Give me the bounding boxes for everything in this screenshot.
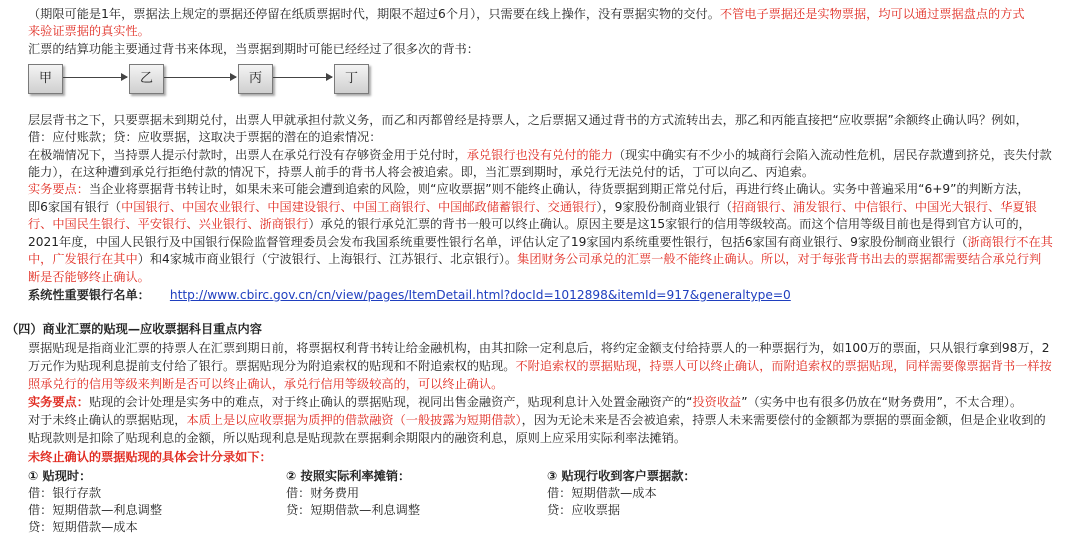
entry-title: ③ 贴现行收到客户票据款： (547, 469, 696, 483)
section-heading: （四）商业汇票的贴现—应收票据科目重点内容 (6, 322, 262, 336)
text: （现实中确实有不少小的城商行会陷入流动性危机，居民存款遭到挤兑，丧失付款 (613, 148, 1052, 162)
text-line (28, 147, 1064, 164)
emphasis-text: 承兑银行也没有兑付的能力 (466, 148, 613, 162)
bank-list-label: 系统性重要银行名单： (28, 288, 150, 302)
flow-node-bing: 丙 (238, 64, 273, 94)
entry-column-discount (28, 468, 162, 536)
text-line: 层层背书之下，只要票据未到期兑付，出票人甲就承担付款义务，而乙和丙都曾经是持票人，之后票据又通过背书的方式流转出去，那乙和丙能直接把“应收票据”余额终止确认吗？例如， (28, 113, 1028, 127)
arrow-icon (273, 77, 332, 78)
arrow-icon (63, 77, 127, 78)
entry-line: 借：短期借款—成本 (547, 486, 657, 500)
text-line: 贴现款则是扣除了贴现利息的金额，所以贴现利息是贴现款在票据剩余期限内的融资利息，原则上应采用实际利率法摊销。 (28, 431, 687, 445)
text: 万元作为贴现利息提前支付给了银行。票据贴现分为附追索权的贴现和不附追索权的贴现。 (28, 359, 516, 373)
practice-point-label: 实务要点： (28, 395, 89, 409)
text-line (28, 287, 1064, 304)
emphasis-text: 投资收益 (692, 395, 742, 409)
arrow-icon (164, 77, 236, 78)
entry-title: ① 贴现时： (28, 469, 92, 483)
emphasis-text: 浙商银行不在其 (967, 235, 1053, 249)
entry-line: 贷：短期借款—成本 (28, 520, 138, 534)
emphasis-text: 不附追索权的票据贴现，持票人可以终止确认，而附追索权的票据贴现，同样需要像票据背书一样按 (515, 359, 1052, 373)
text-line (28, 234, 1064, 251)
text-line: 票据贴现是指商业汇票的持票人在汇票到期日前，将票据权利背书转让给金融机构，由其扣除一定利息后，将约定金额支付给持票人的一种票据行为，如100万的票面，只从银行拿到98万，2 (28, 341, 1050, 355)
entry-line: 贷：短期借款—利息调整 (286, 503, 421, 517)
emphasis-text: 照承兑行的信用等级来判断是否可以终止确认，承兑行信用等级较高的，可以终止确认。 (28, 377, 504, 391)
text: 当企业将票据背书转让时，如果未来可能会遭到追索的风险，则“应收票据”则不能终止确认，待货票据到期正常兑付后，再进行终止确认。实务中普遍采用“6+9”的判断方法， (88, 182, 1030, 196)
text-line: 汇票的结算功能主要通过背书来体现，当票据到期时可能已经经过了很多次的背书： (28, 42, 479, 56)
entry-line: 借：银行存款 (28, 486, 102, 500)
text-line: 借：应付账款；贷：应收票据，这取决于票据的潜在的追索情况： (28, 130, 382, 144)
text: ），9家股份制商业银行（ (596, 200, 733, 214)
emphasis-text: 集团财务公司承兑的汇票一般不能终止确认。所以，对于每张背书出去的票据都需要结合承兑行判 (517, 252, 1042, 266)
flow-node-jia: 甲 (28, 64, 63, 94)
text-line (28, 216, 1064, 233)
entry-column-amortization (286, 468, 420, 519)
emphasis-text: 中国银行、中国农业银行、中国建设银行、中国工商银行、中国邮政储蓄银行、交通银行 (121, 200, 597, 214)
entry-line: 借：短期借款—利息调整 (28, 503, 163, 517)
text-line (28, 181, 1064, 198)
emphasis-text: 不管电子票据还是实物票据，均可以通过票据盘点的方式 (719, 7, 1025, 21)
entry-line: 贷：应收票据 (547, 503, 621, 517)
text: 即6家国有银行（ (28, 200, 122, 214)
entries-heading: 未终止确认的票据贴现的具体会计分录如下： (28, 450, 272, 464)
text: ）和4家城市商业银行（宁波银行、上海银行、江苏银行、北京银行）。 (137, 252, 518, 266)
text-line (28, 251, 1064, 268)
text-line (28, 394, 1064, 411)
flow-node-ding: 丁 (334, 64, 369, 94)
text: 2021年度，中国人民银行及中国银行保险监督管理委员会发布我国系统重要性银行名单，评估认定了19家国内系统重要性银行，包括6家国有商业银行、9家股份制商业银行（ (28, 235, 968, 249)
emphasis-text: 中，广发银行在其中 (28, 252, 138, 266)
text-line (28, 6, 1064, 23)
entry-title: ② 按照实际利率摊销： (286, 469, 411, 483)
text-line: 能力），在这种遭到承兑行拒绝付款的情况下，持票人前手的背书人将会被追索。即，当汇票到期时，承兑行无法兑付的话，丁可以向乙、丙追索。 (28, 165, 815, 179)
text: ，因为无论未来是否会被追索，持票人未来需要偿付的金额都为票据的票面金额，但是企业收到的 (521, 413, 1046, 427)
emphasis-text: 本质上是以应收票据为质押的借款融资（一般披露为短期借款） (186, 413, 522, 427)
text-line (28, 358, 1064, 375)
entry-column-collection (547, 468, 696, 519)
practice-point-label: 实务要点： (28, 182, 89, 196)
text-line (28, 412, 1064, 429)
text: ”（实务中也有很多仍放在“财务费用”，不太合理）。 (741, 395, 1023, 409)
emphasis-text: 行、中国民生银行、平安银行、兴业银行、浙商银行 (28, 217, 309, 231)
emphasis-text: 断是否能够终止确认。 (28, 270, 150, 284)
bank-list-link[interactable]: http://www.cbirc.gov.cn/cn/view/pages/ItemDetail.html?docId=1012898&itemId=917&generaltype=0 (169, 288, 791, 302)
text-line (28, 199, 1064, 216)
text: 对于未终止确认的票据贴现， (28, 413, 187, 427)
entry-line: 借：财务费用 (286, 486, 360, 500)
emphasis-text: 来验证票据的真实性。 (28, 24, 150, 38)
text: （期限可能是1年，票据法上规定的票据还停留在纸质票据时代，期限不超过6个月），只需要在线上操作，没有票据实物的交付。 (28, 7, 720, 21)
text: ）承兑的银行承兑汇票的背书一般可以终止确认。原因主要是这15家银行的信用等级较高。而这个信用等级目前也是得到官方认可的， (308, 217, 1031, 231)
flow-node-yi: 乙 (129, 64, 164, 94)
emphasis-text: 招商银行、浦发银行、中信银行、中国光大银行、华夏银 (732, 200, 1037, 214)
text: 在极端情况下，当持票人提示付款时，出票人在承兑行没有存够资金用于兑付时， (28, 148, 467, 162)
text: 贴现的会计处理是实务中的难点，对于终止确认的票据贴现，视同出售金融资产，贴现利息计入处置金融资产的“ (88, 395, 693, 409)
